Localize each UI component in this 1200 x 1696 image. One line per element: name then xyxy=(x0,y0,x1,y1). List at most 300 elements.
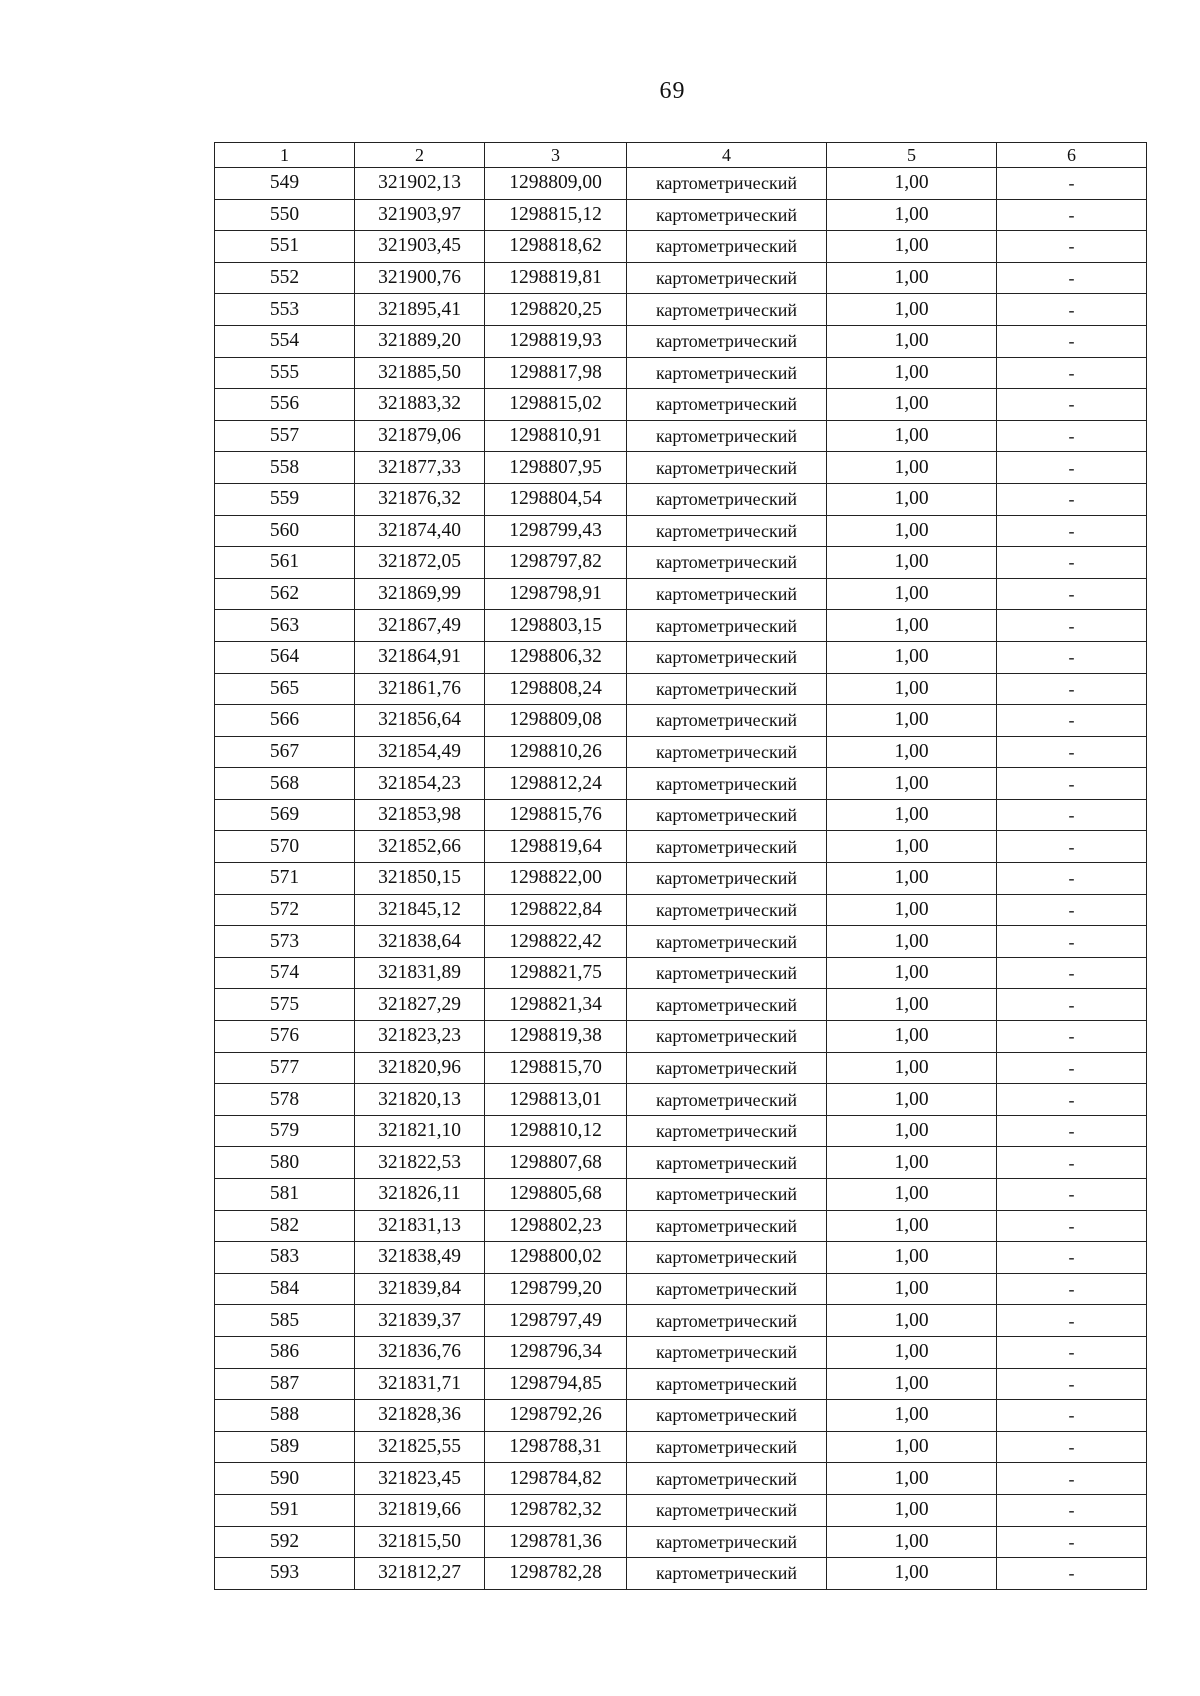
method-cell: картометрический xyxy=(627,1179,827,1211)
table-row xyxy=(215,515,1147,547)
y-coordinate-cell: 1298819,81 xyxy=(485,262,627,294)
y-coordinate-cell: 1298819,93 xyxy=(485,325,627,357)
column-header: 2 xyxy=(355,143,485,168)
method-cell: картометрический xyxy=(627,1210,827,1242)
x-coordinate-cell: 321839,84 xyxy=(355,1273,485,1305)
table-row xyxy=(215,452,1147,484)
method-cell: картометрический xyxy=(627,1147,827,1179)
x-coordinate-cell: 321825,55 xyxy=(355,1431,485,1463)
description-cell: - xyxy=(997,294,1147,326)
description-cell: - xyxy=(997,515,1147,547)
y-coordinate-cell: 1298810,26 xyxy=(485,736,627,768)
description-cell: - xyxy=(997,705,1147,737)
y-coordinate-cell: 1298809,00 xyxy=(485,168,627,200)
method-cell: картометрический xyxy=(627,863,827,895)
table-row xyxy=(215,1431,1147,1463)
table-row xyxy=(215,547,1147,579)
x-coordinate-cell: 321879,06 xyxy=(355,420,485,452)
table-row xyxy=(215,483,1147,515)
description-cell: - xyxy=(997,1400,1147,1432)
description-cell: - xyxy=(997,863,1147,895)
description-cell: - xyxy=(997,199,1147,231)
description-cell: - xyxy=(997,1431,1147,1463)
description-cell: - xyxy=(997,736,1147,768)
point-number-cell: 589 xyxy=(215,1431,355,1463)
y-coordinate-cell: 1298822,42 xyxy=(485,926,627,958)
description-cell: - xyxy=(997,1273,1147,1305)
y-coordinate-cell: 1298807,95 xyxy=(485,452,627,484)
description-cell: - xyxy=(997,1052,1147,1084)
y-coordinate-cell: 1298806,32 xyxy=(485,641,627,673)
table-row xyxy=(215,799,1147,831)
method-cell: картометрический xyxy=(627,231,827,263)
x-coordinate-cell: 321872,05 xyxy=(355,547,485,579)
column-header: 3 xyxy=(485,143,627,168)
table-row xyxy=(215,1179,1147,1211)
method-cell: картометрический xyxy=(627,515,827,547)
y-coordinate-cell: 1298796,34 xyxy=(485,1336,627,1368)
description-cell: - xyxy=(997,452,1147,484)
point-number-cell: 591 xyxy=(215,1494,355,1526)
accuracy-cell: 1,00 xyxy=(827,168,997,200)
table-row xyxy=(215,1558,1147,1590)
accuracy-cell: 1,00 xyxy=(827,989,997,1021)
x-coordinate-cell: 321877,33 xyxy=(355,452,485,484)
accuracy-cell: 1,00 xyxy=(827,1305,997,1337)
method-cell: картометрический xyxy=(627,1558,827,1590)
point-number-cell: 568 xyxy=(215,768,355,800)
table-row xyxy=(215,1526,1147,1558)
accuracy-cell: 1,00 xyxy=(827,641,997,673)
table-row xyxy=(215,957,1147,989)
x-coordinate-cell: 321889,20 xyxy=(355,325,485,357)
description-cell: - xyxy=(997,894,1147,926)
point-number-cell: 567 xyxy=(215,736,355,768)
y-coordinate-cell: 1298784,82 xyxy=(485,1463,627,1495)
accuracy-cell: 1,00 xyxy=(827,705,997,737)
method-cell: картометрический xyxy=(627,1494,827,1526)
accuracy-cell: 1,00 xyxy=(827,1242,997,1274)
table-row xyxy=(215,610,1147,642)
table-row xyxy=(215,1084,1147,1116)
accuracy-cell: 1,00 xyxy=(827,894,997,926)
description-cell: - xyxy=(997,357,1147,389)
point-number-cell: 559 xyxy=(215,483,355,515)
x-coordinate-cell: 321853,98 xyxy=(355,799,485,831)
method-cell: картометрический xyxy=(627,547,827,579)
point-number-cell: 566 xyxy=(215,705,355,737)
point-number-cell: 549 xyxy=(215,168,355,200)
table-row xyxy=(215,641,1147,673)
x-coordinate-cell: 321838,49 xyxy=(355,1242,485,1274)
method-cell: картометрический xyxy=(627,483,827,515)
point-number-cell: 582 xyxy=(215,1210,355,1242)
table-body xyxy=(215,168,1147,1590)
table-row xyxy=(215,325,1147,357)
method-cell: картометрический xyxy=(627,452,827,484)
accuracy-cell: 1,00 xyxy=(827,357,997,389)
y-coordinate-cell: 1298797,49 xyxy=(485,1305,627,1337)
table-row xyxy=(215,1494,1147,1526)
point-number-cell: 586 xyxy=(215,1336,355,1368)
point-number-cell: 557 xyxy=(215,420,355,452)
x-coordinate-cell: 321826,11 xyxy=(355,1179,485,1211)
accuracy-cell: 1,00 xyxy=(827,294,997,326)
y-coordinate-cell: 1298804,54 xyxy=(485,483,627,515)
table-row xyxy=(215,1242,1147,1274)
x-coordinate-cell: 321874,40 xyxy=(355,515,485,547)
point-number-cell: 573 xyxy=(215,926,355,958)
accuracy-cell: 1,00 xyxy=(827,578,997,610)
table-row xyxy=(215,1210,1147,1242)
point-number-cell: 558 xyxy=(215,452,355,484)
table-row xyxy=(215,736,1147,768)
accuracy-cell: 1,00 xyxy=(827,452,997,484)
accuracy-cell: 1,00 xyxy=(827,768,997,800)
point-number-cell: 576 xyxy=(215,1021,355,1053)
x-coordinate-cell: 321831,13 xyxy=(355,1210,485,1242)
method-cell: картометрический xyxy=(627,736,827,768)
accuracy-cell: 1,00 xyxy=(827,1084,997,1116)
x-coordinate-cell: 321854,23 xyxy=(355,768,485,800)
y-coordinate-cell: 1298815,70 xyxy=(485,1052,627,1084)
x-coordinate-cell: 321828,36 xyxy=(355,1400,485,1432)
y-coordinate-cell: 1298819,64 xyxy=(485,831,627,863)
description-cell: - xyxy=(997,768,1147,800)
method-cell: картометрический xyxy=(627,705,827,737)
column-header: 4 xyxy=(627,143,827,168)
table-row xyxy=(215,1368,1147,1400)
y-coordinate-cell: 1298803,15 xyxy=(485,610,627,642)
method-cell: картометрический xyxy=(627,1305,827,1337)
x-coordinate-cell: 321903,97 xyxy=(355,199,485,231)
x-coordinate-cell: 321820,96 xyxy=(355,1052,485,1084)
description-cell: - xyxy=(997,547,1147,579)
point-number-cell: 552 xyxy=(215,262,355,294)
table-row xyxy=(215,1273,1147,1305)
description-cell: - xyxy=(997,1463,1147,1495)
description-cell: - xyxy=(997,989,1147,1021)
method-cell: картометрический xyxy=(627,1400,827,1432)
x-coordinate-cell: 321823,45 xyxy=(355,1463,485,1495)
y-coordinate-cell: 1298809,08 xyxy=(485,705,627,737)
x-coordinate-cell: 321819,66 xyxy=(355,1494,485,1526)
column-header: 6 xyxy=(997,143,1147,168)
accuracy-cell: 1,00 xyxy=(827,926,997,958)
column-header: 5 xyxy=(827,143,997,168)
y-coordinate-cell: 1298821,75 xyxy=(485,957,627,989)
description-cell: - xyxy=(997,1179,1147,1211)
method-cell: картометрический xyxy=(627,578,827,610)
point-number-cell: 572 xyxy=(215,894,355,926)
accuracy-cell: 1,00 xyxy=(827,799,997,831)
accuracy-cell: 1,00 xyxy=(827,1400,997,1432)
x-coordinate-cell: 321883,32 xyxy=(355,389,485,421)
table-row xyxy=(215,1336,1147,1368)
accuracy-cell: 1,00 xyxy=(827,1336,997,1368)
method-cell: картометрический xyxy=(627,989,827,1021)
table-row xyxy=(215,926,1147,958)
method-cell: картометрический xyxy=(627,1526,827,1558)
description-cell: - xyxy=(997,831,1147,863)
x-coordinate-cell: 321815,50 xyxy=(355,1526,485,1558)
table-row xyxy=(215,1052,1147,1084)
method-cell: картометрический xyxy=(627,420,827,452)
method-cell: картометрический xyxy=(627,1273,827,1305)
method-cell: картометрический xyxy=(627,1084,827,1116)
accuracy-cell: 1,00 xyxy=(827,1021,997,1053)
description-cell: - xyxy=(997,1526,1147,1558)
x-coordinate-cell: 321852,66 xyxy=(355,831,485,863)
x-coordinate-cell: 321838,64 xyxy=(355,926,485,958)
point-number-cell: 550 xyxy=(215,199,355,231)
accuracy-cell: 1,00 xyxy=(827,389,997,421)
x-coordinate-cell: 321821,10 xyxy=(355,1115,485,1147)
y-coordinate-cell: 1298781,36 xyxy=(485,1526,627,1558)
y-coordinate-cell: 1298808,24 xyxy=(485,673,627,705)
description-cell: - xyxy=(997,1210,1147,1242)
x-coordinate-cell: 321869,99 xyxy=(355,578,485,610)
table-row xyxy=(215,831,1147,863)
x-coordinate-cell: 321876,32 xyxy=(355,483,485,515)
x-coordinate-cell: 321861,76 xyxy=(355,673,485,705)
table-row xyxy=(215,578,1147,610)
x-coordinate-cell: 321867,49 xyxy=(355,610,485,642)
accuracy-cell: 1,00 xyxy=(827,1052,997,1084)
x-coordinate-cell: 321827,29 xyxy=(355,989,485,1021)
description-cell: - xyxy=(997,1084,1147,1116)
accuracy-cell: 1,00 xyxy=(827,515,997,547)
point-number-cell: 565 xyxy=(215,673,355,705)
point-number-cell: 580 xyxy=(215,1147,355,1179)
point-number-cell: 563 xyxy=(215,610,355,642)
method-cell: картометрический xyxy=(627,799,827,831)
table-row xyxy=(215,989,1147,1021)
method-cell: картометрический xyxy=(627,168,827,200)
description-cell: - xyxy=(997,168,1147,200)
x-coordinate-cell: 321812,27 xyxy=(355,1558,485,1590)
point-number-cell: 583 xyxy=(215,1242,355,1274)
description-cell: - xyxy=(997,1336,1147,1368)
description-cell: - xyxy=(997,1305,1147,1337)
point-number-cell: 584 xyxy=(215,1273,355,1305)
point-number-cell: 577 xyxy=(215,1052,355,1084)
method-cell: картометрический xyxy=(627,262,827,294)
method-cell: картометрический xyxy=(627,325,827,357)
y-coordinate-cell: 1298805,68 xyxy=(485,1179,627,1211)
y-coordinate-cell: 1298800,02 xyxy=(485,1242,627,1274)
accuracy-cell: 1,00 xyxy=(827,325,997,357)
y-coordinate-cell: 1298818,62 xyxy=(485,231,627,263)
x-coordinate-cell: 321902,13 xyxy=(355,168,485,200)
y-coordinate-cell: 1298807,68 xyxy=(485,1147,627,1179)
description-cell: - xyxy=(997,673,1147,705)
point-number-cell: 587 xyxy=(215,1368,355,1400)
method-cell: картометрический xyxy=(627,1463,827,1495)
accuracy-cell: 1,00 xyxy=(827,1115,997,1147)
table-row xyxy=(215,1305,1147,1337)
y-coordinate-cell: 1298822,84 xyxy=(485,894,627,926)
point-number-cell: 551 xyxy=(215,231,355,263)
table-row xyxy=(215,1115,1147,1147)
x-coordinate-cell: 321831,89 xyxy=(355,957,485,989)
description-cell: - xyxy=(997,641,1147,673)
x-coordinate-cell: 321895,41 xyxy=(355,294,485,326)
point-number-cell: 555 xyxy=(215,357,355,389)
description-cell: - xyxy=(997,578,1147,610)
method-cell: картометрический xyxy=(627,926,827,958)
point-number-cell: 575 xyxy=(215,989,355,1021)
accuracy-cell: 1,00 xyxy=(827,1494,997,1526)
y-coordinate-cell: 1298815,12 xyxy=(485,199,627,231)
point-number-cell: 553 xyxy=(215,294,355,326)
page-number: 69 xyxy=(659,78,686,104)
x-coordinate-cell: 321903,45 xyxy=(355,231,485,263)
x-coordinate-cell: 321823,23 xyxy=(355,1021,485,1053)
description-cell: - xyxy=(997,1494,1147,1526)
y-coordinate-cell: 1298798,91 xyxy=(485,578,627,610)
method-cell: картометрический xyxy=(627,894,827,926)
method-cell: картометрический xyxy=(627,1115,827,1147)
table-row xyxy=(215,420,1147,452)
description-cell: - xyxy=(997,1368,1147,1400)
y-coordinate-cell: 1298812,24 xyxy=(485,768,627,800)
point-number-cell: 592 xyxy=(215,1526,355,1558)
accuracy-cell: 1,00 xyxy=(827,1147,997,1179)
table-row xyxy=(215,389,1147,421)
accuracy-cell: 1,00 xyxy=(827,1368,997,1400)
point-number-cell: 590 xyxy=(215,1463,355,1495)
table-row xyxy=(215,1463,1147,1495)
x-coordinate-cell: 321845,12 xyxy=(355,894,485,926)
y-coordinate-cell: 1298782,28 xyxy=(485,1558,627,1590)
method-cell: картометрический xyxy=(627,389,827,421)
table-row xyxy=(215,357,1147,389)
point-number-cell: 570 xyxy=(215,831,355,863)
table-row xyxy=(215,1400,1147,1432)
method-cell: картометрический xyxy=(627,831,827,863)
accuracy-cell: 1,00 xyxy=(827,231,997,263)
method-cell: картометрический xyxy=(627,768,827,800)
y-coordinate-cell: 1298815,76 xyxy=(485,799,627,831)
method-cell: картометрический xyxy=(627,1336,827,1368)
description-cell: - xyxy=(997,483,1147,515)
x-coordinate-cell: 321836,76 xyxy=(355,1336,485,1368)
table-row xyxy=(215,168,1147,200)
coordinates-table xyxy=(214,142,1147,1590)
description-cell: - xyxy=(997,389,1147,421)
point-number-cell: 585 xyxy=(215,1305,355,1337)
y-coordinate-cell: 1298802,23 xyxy=(485,1210,627,1242)
accuracy-cell: 1,00 xyxy=(827,262,997,294)
point-number-cell: 569 xyxy=(215,799,355,831)
point-number-cell: 579 xyxy=(215,1115,355,1147)
accuracy-cell: 1,00 xyxy=(827,1431,997,1463)
point-number-cell: 562 xyxy=(215,578,355,610)
accuracy-cell: 1,00 xyxy=(827,1463,997,1495)
table-row xyxy=(215,294,1147,326)
table-row xyxy=(215,1021,1147,1053)
column-header: 1 xyxy=(215,143,355,168)
table-row xyxy=(215,1147,1147,1179)
y-coordinate-cell: 1298810,12 xyxy=(485,1115,627,1147)
description-cell: - xyxy=(997,1147,1147,1179)
method-cell: картометрический xyxy=(627,1052,827,1084)
table-row xyxy=(215,673,1147,705)
point-number-cell: 571 xyxy=(215,863,355,895)
table-row xyxy=(215,768,1147,800)
point-number-cell: 593 xyxy=(215,1558,355,1590)
accuracy-cell: 1,00 xyxy=(827,957,997,989)
accuracy-cell: 1,00 xyxy=(827,547,997,579)
table-header-row xyxy=(215,143,1147,168)
description-cell: - xyxy=(997,957,1147,989)
y-coordinate-cell: 1298792,26 xyxy=(485,1400,627,1432)
description-cell: - xyxy=(997,1115,1147,1147)
x-coordinate-cell: 321831,71 xyxy=(355,1368,485,1400)
method-cell: картометрический xyxy=(627,1431,827,1463)
method-cell: картометрический xyxy=(627,294,827,326)
point-number-cell: 588 xyxy=(215,1400,355,1432)
method-cell: картометрический xyxy=(627,1368,827,1400)
point-number-cell: 556 xyxy=(215,389,355,421)
accuracy-cell: 1,00 xyxy=(827,610,997,642)
description-cell: - xyxy=(997,610,1147,642)
y-coordinate-cell: 1298794,85 xyxy=(485,1368,627,1400)
table-row xyxy=(215,231,1147,263)
description-cell: - xyxy=(997,926,1147,958)
accuracy-cell: 1,00 xyxy=(827,483,997,515)
method-cell: картометрический xyxy=(627,199,827,231)
y-coordinate-cell: 1298822,00 xyxy=(485,863,627,895)
y-coordinate-cell: 1298799,43 xyxy=(485,515,627,547)
x-coordinate-cell: 321850,15 xyxy=(355,863,485,895)
accuracy-cell: 1,00 xyxy=(827,831,997,863)
y-coordinate-cell: 1298813,01 xyxy=(485,1084,627,1116)
accuracy-cell: 1,00 xyxy=(827,863,997,895)
table-row xyxy=(215,863,1147,895)
method-cell: картометрический xyxy=(627,673,827,705)
y-coordinate-cell: 1298820,25 xyxy=(485,294,627,326)
x-coordinate-cell: 321854,49 xyxy=(355,736,485,768)
y-coordinate-cell: 1298810,91 xyxy=(485,420,627,452)
accuracy-cell: 1,00 xyxy=(827,199,997,231)
description-cell: - xyxy=(997,231,1147,263)
table-row xyxy=(215,199,1147,231)
y-coordinate-cell: 1298819,38 xyxy=(485,1021,627,1053)
method-cell: картометрический xyxy=(627,357,827,389)
description-cell: - xyxy=(997,325,1147,357)
y-coordinate-cell: 1298817,98 xyxy=(485,357,627,389)
x-coordinate-cell: 321839,37 xyxy=(355,1305,485,1337)
y-coordinate-cell: 1298821,34 xyxy=(485,989,627,1021)
method-cell: картометрический xyxy=(627,641,827,673)
x-coordinate-cell: 321822,53 xyxy=(355,1147,485,1179)
table-row xyxy=(215,262,1147,294)
accuracy-cell: 1,00 xyxy=(827,673,997,705)
accuracy-cell: 1,00 xyxy=(827,420,997,452)
accuracy-cell: 1,00 xyxy=(827,1526,997,1558)
accuracy-cell: 1,00 xyxy=(827,1210,997,1242)
point-number-cell: 581 xyxy=(215,1179,355,1211)
x-coordinate-cell: 321864,91 xyxy=(355,641,485,673)
table-row xyxy=(215,705,1147,737)
method-cell: картометрический xyxy=(627,610,827,642)
accuracy-cell: 1,00 xyxy=(827,1273,997,1305)
y-coordinate-cell: 1298815,02 xyxy=(485,389,627,421)
y-coordinate-cell: 1298797,82 xyxy=(485,547,627,579)
description-cell: - xyxy=(997,1021,1147,1053)
